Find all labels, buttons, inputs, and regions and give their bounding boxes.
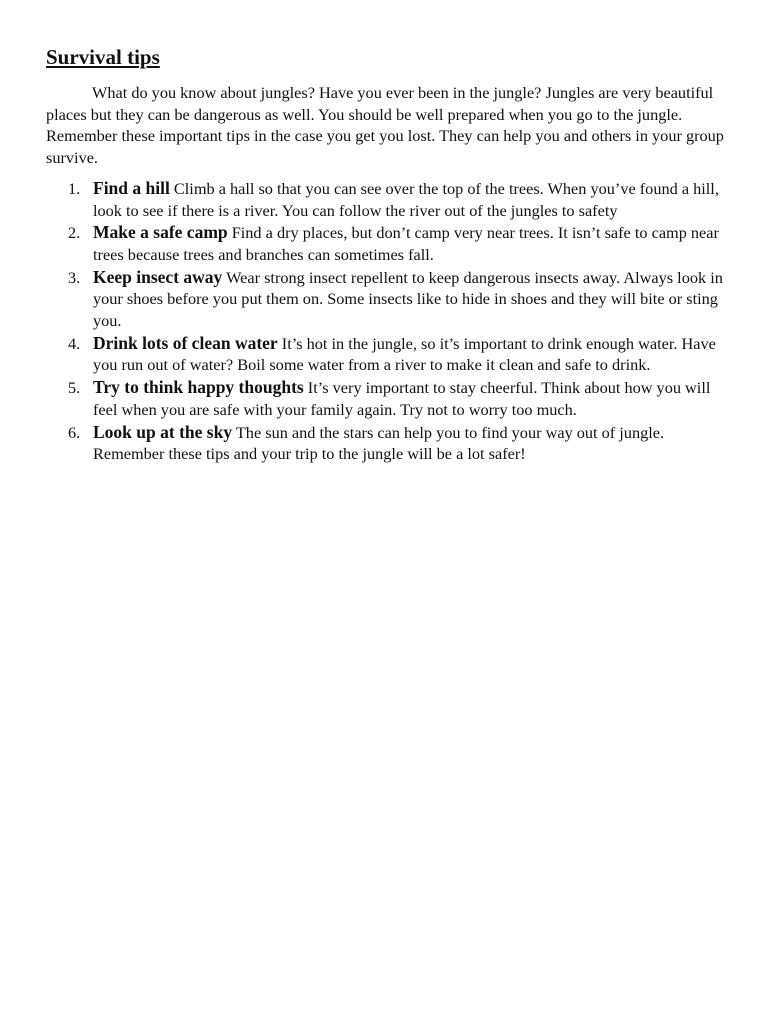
tip-item	[46, 377, 726, 420]
tip-text: It’s very important to stay cheerful. Think about how you will feel when you are safe with your family again. Try not to worry too much.	[93, 378, 711, 419]
tip-number: 5.	[68, 378, 81, 398]
tip-item	[46, 178, 726, 221]
tip-number: 1.	[68, 178, 81, 198]
tip-heading: Keep insect away	[93, 266, 223, 287]
tip-item	[46, 222, 726, 265]
document-page	[46, 44, 726, 466]
tip-text: Climb a hall so that you can see over the top of the trees. When you’ve found a hill, look to see if there is a river. You can follow the river out of the jungles to safety	[93, 178, 719, 220]
tip-text: The sun and the stars can help you to find your way out of jungle. Remember these tips and your trip to the jungle will be a lot safer!	[93, 422, 665, 464]
intro-paragraph: What do you know about jungles? Have you ever been in the jungle? Jungles are very beautiful places but they can be dangerous as well. You should be well prepared when you go to the jungle. Remember these important tips in the case you get you lost. They can help you and others in your group survive.	[46, 83, 724, 168]
tip-heading: Make a safe camp	[93, 222, 228, 243]
tip-number: 3.	[68, 267, 81, 287]
tip-heading: Find a hill	[93, 177, 170, 198]
tip-item	[46, 267, 726, 332]
tip-heading: Look up at the sky	[93, 421, 233, 442]
tip-text: Find a dry places, but don’t camp very near trees. It isn’t safe to camp near trees because trees and branches can sometimes fall.	[93, 223, 719, 264]
tip-item	[46, 333, 726, 376]
tip-text: Wear strong insect repellent to keep dangerous insects away. Always look in your shoes before you put them on. Some insects like to hide in shoes and they will bite or sting you.	[93, 267, 723, 331]
tip-heading: Try to think happy thoughts	[93, 377, 304, 398]
tip-text: It’s hot in the jungle, so it’s important to drink enough water. Have you run out of water? Boil some water from a river to make it clean and safe to drink.	[93, 333, 716, 375]
tip-heading: Drink lots of clean water	[93, 332, 278, 353]
tip-number: 2.	[68, 223, 81, 243]
tip-item	[46, 422, 726, 465]
tips-list	[46, 178, 726, 465]
tip-number: 4.	[68, 333, 81, 353]
tip-number: 6.	[68, 422, 81, 442]
document-title: Survival tips	[46, 45, 160, 69]
